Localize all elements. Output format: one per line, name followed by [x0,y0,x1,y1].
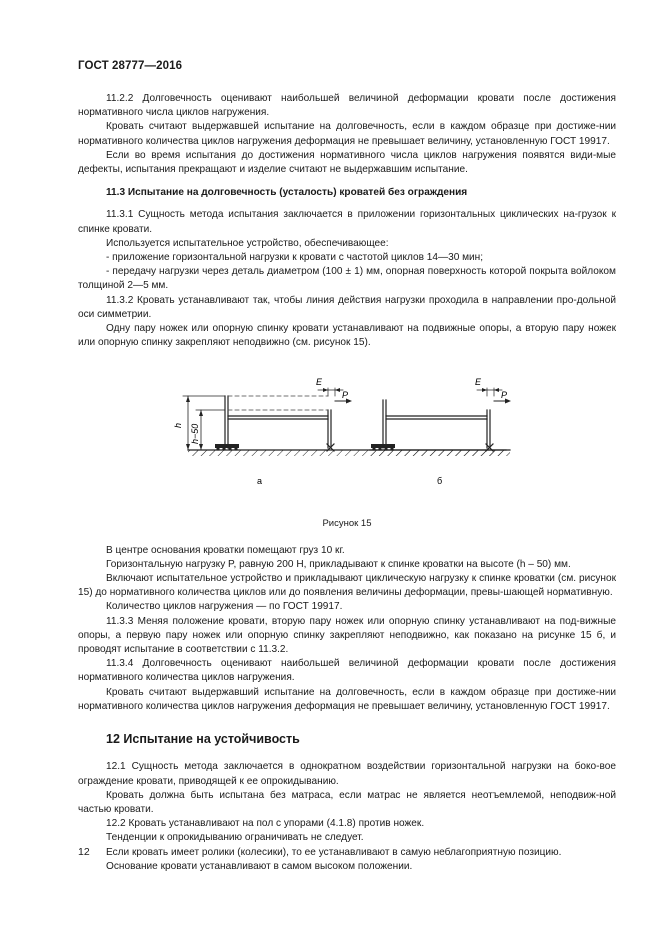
paragraph: 11.3.1 Сущность метода испытания заключается в приложении горизонтальных циклических на-грузок к спинке кровати. [78,209,616,235]
label-p-a: P [342,390,349,401]
label-h: h [173,423,183,429]
paragraph: Количество циклов нагружения — по ГОСТ 19917. [106,601,343,613]
roller-support [371,444,395,448]
label-p-b: P [501,390,508,401]
page-header: ГОСТ 28777—2016 [78,60,183,72]
diagram-a [173,377,506,486]
paragraph: Используется испытательное устройство, обеспечивающее: [106,237,389,249]
paragraph: Если во время испытания до достижения нормативного числа циклов нагружения появятся види-мые дефекты, испытания прекращают и изделие считают не выдержавшим испытание. [78,149,616,176]
figure-caption: Рисунок 15 [322,518,372,530]
section-heading-12: 12 Испытание на устойчивость [106,732,300,747]
figure-15-drawing [78,358,616,513]
paragraph: Кровать считают выдержавшей испытание на долговечность, если в каждом образце при достиже-нии нормативного количества циклов нагружения деформация не превышает величину, установленную ГОСТ 19917. [78,121,616,147]
figure-15 [78,358,616,513]
paragraph: 11.2.2 Долговечность оценивают наибольшей величиной деформации кровати после достижения нормативного числа циклов нагружения. [78,93,616,119]
paragraph: 12.1 Сущность метода заключается в однократном воздействии горизонтальной нагрузки на боко-вое ограждение кровати, приводящей к ее опрокидыванию. [78,761,616,787]
list-item: - передачу нагрузки через деталь диаметром (100 ± 1) мм, опорная поверхность которой покрыта войлоком толщиной 2—5 мм. [78,266,616,292]
paragraph: 11.3.3 Меняя положение кровати, вторую пару ножек или опорную спинку устанавливают на под-вижные опоры, а первую пару ножек или опорную спинку закрепляют неподвижно, как показано на рисунке 15 б, и проводят испытание в соответствии с 11.3.2. [78,615,616,656]
paragraph: В центре основания кроватки помещают груз 10 кг. [106,544,345,556]
paragraph: Кровать должна быть испытана без матраса, если матрас не является неотъемлемой, неподвиж-ной частью кровати. [78,789,616,815]
section-heading-11-3: 11.3 Испытание на долговечность (усталость) кроватей без ограждения [106,187,468,199]
sub-label-b: б [437,476,443,487]
paragraph: 11.3.4 Долговечность оценивают наибольшей величиной деформации кровати после достижения нормативного количества циклов нагружения. [78,658,616,684]
label-e-b: E [475,377,482,388]
paragraph: Одну пару ножек или опорную спинку кровати устанавливают на подвижные опоры, а вторую пару ножек или опорную спинку закрепляют неподвижно (см. рисунок 15). [78,323,616,349]
roller-support [215,444,239,448]
page-number: 12 [78,846,90,858]
floor-hatch [370,450,510,456]
paragraph: 11.3.2 Кровать устанавливают так, чтобы линия действия нагрузки проходила в направлении про-дольной оси симметрии. [78,294,616,320]
paragraph: Кровать считают выдержавший испытание на долговечность, если в каждом образце при достиже-нии нормативного количества циклов нагружения деформация не превышает величину, установленную ГОСТ 19917. [78,686,616,712]
diagram-b [370,377,511,486]
paragraph: Если кровать имеет ролики (колесики), то ее устанавливают в самую неблагоприятную позицию. [106,846,562,858]
paragraph: 12.2 Кровать устанавливают на пол с упорами (4.1.8) против ножек. [106,818,425,830]
label-h50: h−50 [190,424,200,445]
paragraph: Горизонтальную нагрузку P, равную 200 Н, прикладывают к спинке кроватки на высоте (h – 50) мм. [106,558,571,570]
paragraph: Тенденции к опрокидыванию ограничивать не следует. [106,832,364,844]
sub-label-a: а [257,476,263,487]
list-item: - приложение горизонтальной нагрузки к кровати с частотой циклов 14—30 мин; [106,252,484,264]
paragraph: Основание кровати устанавливают в самом высоком положении. [106,860,413,872]
paragraph: Включают испытательное устройство и прикладывают циклическую нагрузку к спинке кроватки (см. рисунок 15) до нормативного количества циклов или до появления величины деформации, превы-шающей нормативную. [78,573,616,599]
page-content [78,92,616,874]
label-e-a: E [316,377,323,388]
